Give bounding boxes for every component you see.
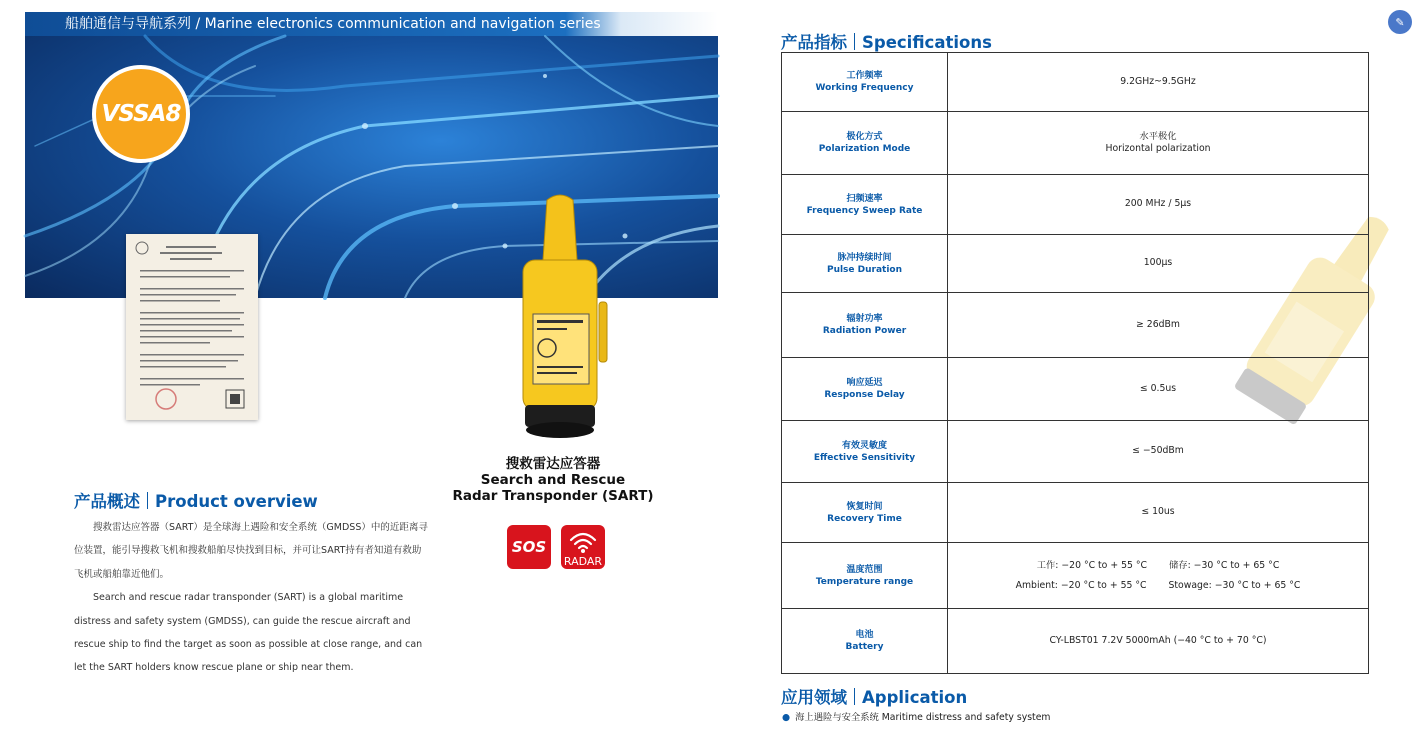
- spec-value: [948, 112, 1368, 174]
- temp-storage-cn: 储存: −30 °C to + 65 °C: [1169, 559, 1280, 571]
- radar-waves-graphic: [567, 529, 599, 553]
- temp-ambient-en: Ambient: −20 °C to + 55 °C: [1015, 579, 1147, 591]
- spec-value-text: 水平极化: [1139, 130, 1177, 142]
- spec-label-en: Recovery Time: [827, 513, 902, 524]
- spec-label: [782, 358, 948, 420]
- overview-paragraph-en: Search and rescue radar transponder (SART) is a global maritime distress and safety system (GMDSS), can guide the rescue aircraft and rescue ship to find the target as soon as possible at close range, and can let the SART holders know rescue plane or ship near them.: [74, 592, 423, 674]
- model-badge: [92, 65, 190, 163]
- temp-working-cn: 工作: −20 °C to + 55 °C: [1036, 559, 1147, 571]
- radar-icon: [561, 525, 605, 569]
- sos-icon: [507, 525, 551, 569]
- overview-title-cn: 产品概述: [74, 492, 140, 511]
- series-header-bar: [25, 12, 718, 36]
- product-name-cn: 搜救雷达应答器: [505, 456, 601, 472]
- spec-label: [782, 421, 948, 482]
- spec-value-text: CY-LBST01 7.2V 5000mAh (−40 °C to + 70 °C): [1049, 634, 1267, 646]
- specifications-table: [781, 52, 1369, 674]
- spec-label-cn: 温度范围: [846, 564, 883, 575]
- specifications-title: [781, 29, 992, 53]
- spec-label-cn: 脉冲持续时间: [837, 252, 892, 263]
- spec-label-en: Battery: [845, 642, 884, 652]
- spec-label-en: Radiation Power: [822, 326, 907, 336]
- spec-row-battery: [782, 609, 1368, 673]
- spec-row-effective-sensitivity: [782, 421, 1368, 483]
- spec-value: [948, 175, 1368, 234]
- spec-label-en: Pulse Duration: [826, 264, 903, 275]
- spec-title-en: Specifications: [862, 33, 992, 52]
- model-badge-text: VSSA8: [101, 101, 181, 127]
- spec-label-cn: 工作频率: [846, 71, 883, 81]
- overview-title-en: Product overview: [155, 492, 318, 511]
- spec-value: [948, 293, 1368, 357]
- spec-label-en: Working Frequency: [815, 83, 914, 93]
- spec-value-text: 100μs: [1143, 257, 1173, 269]
- sos-icon-label: SOS: [511, 538, 547, 556]
- spec-label-cn: 有效灵敏度: [841, 440, 887, 451]
- spec-row-polarization-mode: [782, 112, 1368, 175]
- spec-value-text: ≥ 26dBm: [1136, 318, 1180, 330]
- temperature-en-line: [1016, 576, 1301, 596]
- spec-label: [782, 293, 948, 357]
- application-item-text: 海上遇险与安全系统 Maritime distress and safety system: [795, 712, 1051, 723]
- product-overview-title: [74, 488, 318, 512]
- spec-label-en: Frequency Sweep Rate: [806, 205, 923, 216]
- application-list-item: [782, 709, 1050, 723]
- spec-row-frequency-sweep-rate: [782, 175, 1368, 235]
- spec-value: [948, 483, 1368, 542]
- temperature-cn-line: [1037, 556, 1280, 576]
- spec-row-pulse-duration: [782, 235, 1368, 293]
- series-title: 船舶通信与导航系列 / Marine electronics communication and navigation series: [65, 16, 601, 32]
- product-name-en-line2: Radar Transponder (SART): [452, 488, 654, 504]
- spec-label: [782, 112, 948, 174]
- spec-row-recovery-time: [782, 483, 1368, 543]
- spec-value: [948, 609, 1368, 673]
- spec-label-en: Temperature range: [815, 576, 914, 587]
- product-name-block: [440, 456, 666, 504]
- spec-value-text: 9.2GHz~9.5GHz: [1120, 75, 1196, 87]
- spec-label-en: Effective Sensitivity: [813, 452, 916, 463]
- spec-label-cn: 极化方式: [846, 132, 883, 142]
- spec-row-working-frequency: [782, 53, 1368, 112]
- application-title-en: Application: [862, 688, 968, 707]
- spec-value: [948, 53, 1368, 111]
- spec-value-text: ≤ 0.5us: [1139, 382, 1177, 394]
- spec-value-text-en: Horizontal polarization: [1105, 143, 1211, 154]
- spec-label-cn: 辐射功率: [846, 314, 883, 324]
- overview-paragraph-cn: 搜救雷达应答器（SART）是全球海上遇险和安全系统（GMDSS）中的近距离寻位装置，能引导搜救飞机和搜救船舶尽快找到目标，并可让SART持有者知道有救助飞机或船舶靠近他们。: [74, 522, 428, 580]
- spec-value: [948, 421, 1368, 482]
- spec-label-cn: 恢复时间: [846, 501, 883, 512]
- bullet-dot-icon: ●: [782, 712, 791, 723]
- application-title: [781, 684, 967, 708]
- spec-value-text: ≤ 10us: [1141, 506, 1175, 518]
- spec-label-en: Response Delay: [824, 390, 905, 400]
- spec-value: [948, 543, 1368, 608]
- spec-label: [782, 175, 948, 234]
- spec-value: [948, 235, 1368, 292]
- spec-label-cn: 电池: [855, 630, 874, 640]
- application-title-cn: 应用领域: [781, 688, 847, 707]
- spec-row-response-delay: [782, 358, 1368, 421]
- spec-label-cn: 扫频速率: [846, 193, 883, 204]
- spec-label: [782, 235, 948, 292]
- assistant-float-icon[interactable]: [1388, 10, 1412, 34]
- spec-value-text: ≤ −50dBm: [1132, 445, 1184, 457]
- spec-label: [782, 483, 948, 542]
- spec-label: [782, 609, 948, 673]
- spec-row-temperature-range: [782, 543, 1368, 609]
- spec-label: [782, 543, 948, 608]
- spec-title-cn: 产品指标: [781, 33, 847, 52]
- product-overview-body: [74, 516, 430, 680]
- spec-value: [948, 358, 1368, 420]
- spec-value-text: 200 MHz / 5μs: [1124, 198, 1192, 210]
- certificate-document-graphic: [126, 234, 258, 420]
- spec-row-radiation-power: [782, 293, 1368, 358]
- radar-icon-label: RADAR: [563, 555, 603, 568]
- product-name-en-line1: Search and Rescue: [480, 472, 626, 488]
- temp-stowage-en: Stowage: −30 °C to + 65 °C: [1168, 579, 1301, 591]
- type-approval-certificate-image: [126, 234, 258, 420]
- spec-label: [782, 53, 948, 111]
- sart-device-image: [505, 190, 615, 450]
- chat-icon: ✎: [1395, 15, 1405, 29]
- spec-label-en: Polarization Mode: [818, 144, 911, 154]
- spec-label-cn: 响应延迟: [846, 378, 883, 388]
